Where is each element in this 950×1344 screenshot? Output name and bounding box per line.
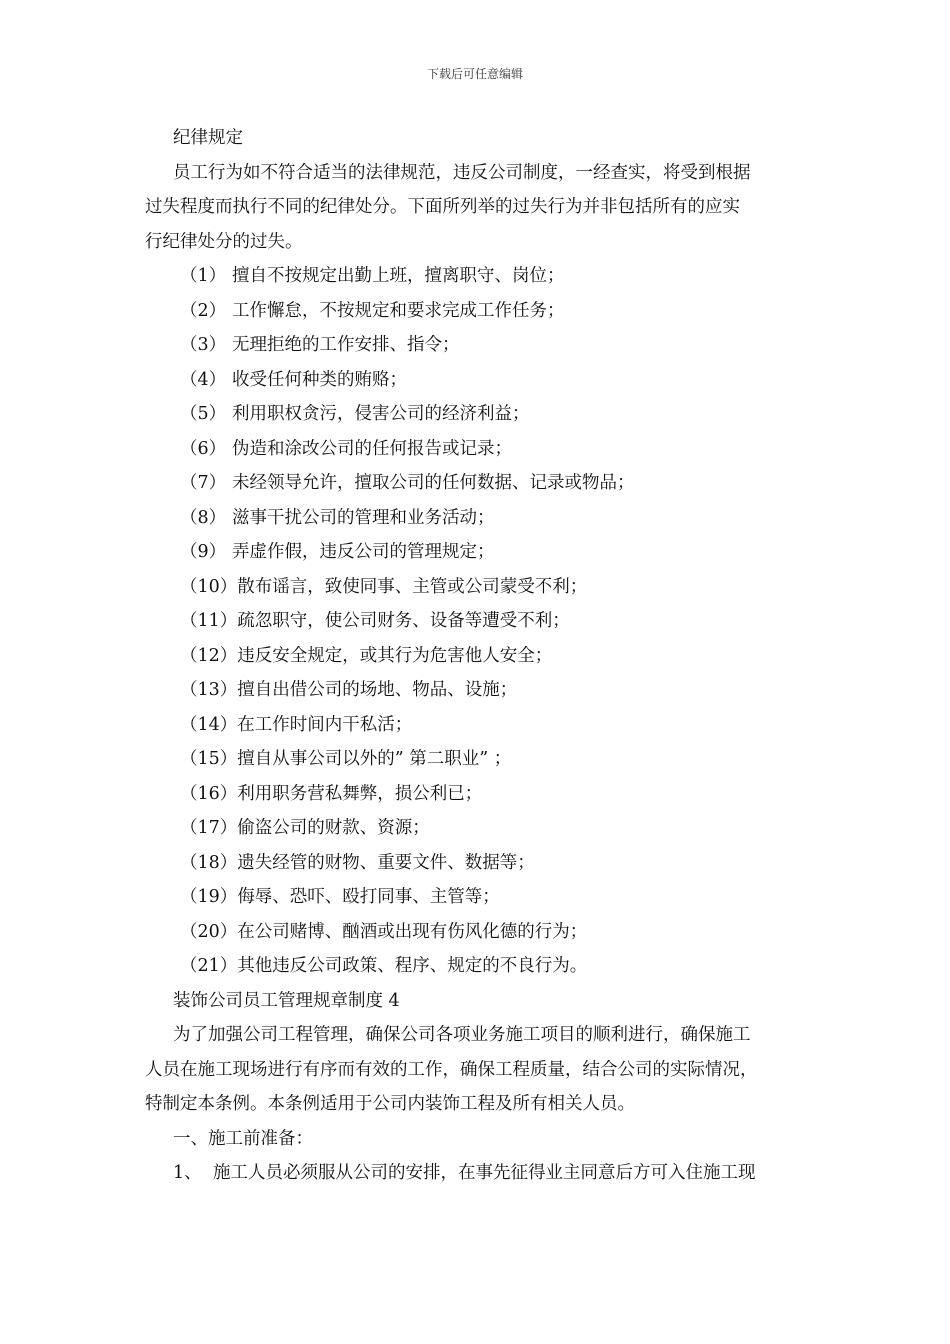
list-item: [145, 777, 835, 812]
intro-line-1: 员工行为如不符合适当的法律规范，违反公司制度，一经查实，将受到根据: [173, 162, 751, 183]
list-item-number: （9）: [180, 542, 227, 562]
violation-list: [145, 259, 835, 984]
list-item-number: （8）: [180, 507, 227, 528]
list-item-text: 未经领导允许，擅取公司的任何数据、记录或物品；: [232, 473, 635, 493]
list-item-text: 利用职务营私舞弊，损公利已；: [237, 783, 483, 804]
list-item-text: 弄虚作假，违反公司的管理规定；: [232, 542, 495, 562]
subheading-preparation: 一、施工前准备：: [173, 1128, 313, 1149]
list-item-number: （18）: [180, 852, 238, 873]
list-item: [145, 846, 835, 881]
list-item-text: 在工作时间内干私活；: [237, 714, 413, 735]
list-item-number: （14）: [180, 714, 238, 735]
list-item-number: （4）: [180, 369, 227, 390]
list-item: [145, 915, 835, 950]
list-item: [145, 259, 835, 294]
rule-item: [145, 1156, 835, 1191]
list-item: [145, 570, 835, 605]
list-item-text: 在公司赌博、酗酒或出现有伤风化德的行为；: [237, 921, 588, 942]
list-item-number: （11）: [180, 611, 238, 631]
list-item-text: 工作懈怠，不按规定和要求完成工作任务；: [232, 300, 565, 321]
list-item-number: （10）: [180, 576, 238, 597]
list-item-number: （19）: [180, 887, 238, 907]
list-item-text: 擅自不按规定出勤上班，擅离职守、岗位；: [232, 266, 565, 286]
list-item-text: 违反安全规定，或其行为危害他人安全；: [237, 645, 553, 666]
list-item: [145, 432, 835, 467]
list-item-text: 无理拒绝的工作安排、指令；: [232, 335, 460, 355]
list-item: [145, 811, 835, 846]
list-item-text: 利用职权贪污，侵害公司的经济利益；: [232, 404, 530, 424]
list-item-text: 其他违反公司政策、程序、规定的不良行为。: [237, 956, 588, 976]
list-item: [145, 466, 835, 501]
list-item-text: 伪造和涂改公司的任何报告或记录；: [232, 438, 512, 459]
list-item-number: （2）: [180, 300, 227, 321]
regulation-intro-line-2: 人员在施工现场进行有序而有效的工作，确保工程质量，结合公司的实际情况，: [145, 1059, 758, 1080]
regulation-intro-line-3: 特制定本条例。本条例适用于公司内装饰工程及所有相关人员。: [145, 1094, 635, 1114]
rule-number: 1、: [173, 1163, 202, 1183]
list-item: [145, 949, 835, 984]
list-item-number: （5）: [180, 404, 227, 424]
list-item-number: （16）: [180, 783, 238, 804]
list-item-number: （6）: [180, 438, 227, 459]
list-item: [145, 673, 835, 708]
list-item: [145, 742, 835, 777]
list-item: [145, 397, 835, 432]
list-item: [145, 604, 835, 639]
regulation-intro-line-1: 为了加强公司工程管理，确保公司各项业务施工项目的顺利进行，确保施工: [173, 1025, 751, 1045]
page-header: 下载后可任意编辑: [426, 67, 523, 81]
section-title-discipline: 纪律规定: [173, 128, 243, 148]
list-item-text: 擅自出借公司的场地、物品、设施；: [237, 680, 518, 700]
list-item-number: （21）: [180, 956, 238, 976]
list-item: [145, 328, 835, 363]
list-item-number: （13）: [180, 680, 238, 700]
list-item-number: （15）: [180, 749, 238, 769]
list-item-number: （3）: [180, 335, 227, 355]
list-item-number: （1）: [180, 266, 227, 286]
intro-line-2: 过失程度而执行不同的纪律处分。下面所列举的过失行为并非包括所有的应实: [145, 197, 740, 217]
list-item: [145, 294, 835, 329]
list-item: [145, 501, 835, 536]
list-item: [145, 880, 835, 915]
list-item-text: 擅自从事公司以外的” 第二职业” ；: [237, 749, 512, 769]
section-title-regulations: 装饰公司员工管理规章制度 4: [173, 990, 400, 1011]
list-item-number: （7）: [180, 473, 227, 493]
rule-text: 施工人员必须服从公司的安排，在事先征得业主同意后方可入住施工现: [213, 1163, 756, 1183]
list-item-text: 侮辱、恐吓、殴打同事、主管等；: [237, 887, 500, 907]
list-item-text: 偷盗公司的财款、资源；: [237, 818, 430, 838]
list-item-text: 滋事干扰公司的管理和业务活动；: [232, 507, 495, 528]
list-item-text: 散布谣言，致使同事、主管或公司蒙受不利；: [237, 576, 588, 597]
list-item: [145, 639, 835, 674]
list-item-text: 疏忽职守，使公司财务、设备等遭受不利；: [237, 611, 570, 631]
list-item-text: 遗失经管的财物、重要文件、数据等；: [237, 852, 535, 873]
list-item: [145, 363, 835, 398]
list-item-number: （20）: [180, 921, 238, 942]
list-item-number: （12）: [180, 645, 238, 666]
list-item-text: 收受任何种类的贿赂；: [232, 369, 407, 390]
list-item: [145, 708, 835, 743]
list-item: [145, 535, 835, 570]
intro-line-3: 行纪律处分的过失。: [145, 231, 303, 252]
list-item-number: （17）: [180, 818, 238, 838]
document-body: [145, 121, 835, 1191]
